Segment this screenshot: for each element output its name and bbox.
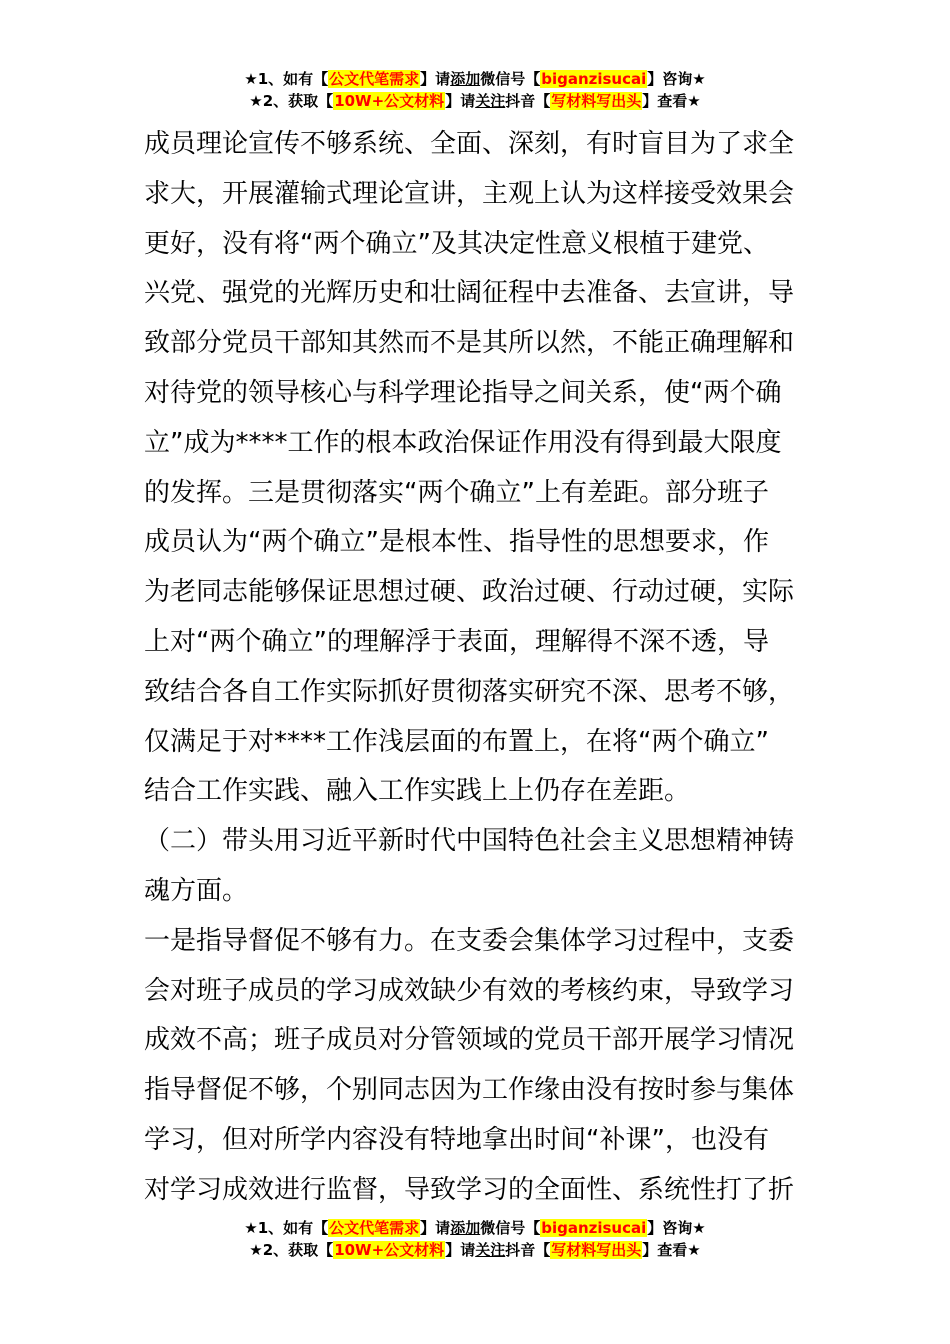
body-line: 仅满足于对****工作浅层面的布置上，在将“两个确立” (144, 726, 769, 757)
body-line: 会对班子成员的学习成效缺少有效的考核约束，导致学习 (144, 975, 795, 1006)
body-line: 成效不高；班子成员对分管领域的党员干部开展学习情况 (144, 1025, 795, 1056)
body-line: 上对“两个确立”的理解浮于表面，理解得不深不透，导 (144, 626, 769, 657)
body-line: 为老同志能够保证思想过硬、政治过硬、行动过硬，实际 (144, 577, 795, 608)
section-heading: 魂方面。 (144, 875, 249, 906)
body-line: 求大，开展灌输式理论宣讲，主观上认为这样接受效果会 (144, 178, 795, 209)
body-line: 对待党的领导核心与科学理论指导之间关系，使“两个确 (144, 377, 782, 408)
banner-text: 】请 (445, 1241, 476, 1259)
banner-text: 2、获取【 (262, 92, 334, 110)
highlight-douyin: 写材料写出头 (551, 1241, 642, 1259)
body-line: 兴党、强党的光辉历史和壮阔征程中去准备、去宣讲，导 (144, 278, 795, 309)
section-heading: （二）带头用习近平新时代中国特色社会主义思想精神铸 (144, 826, 795, 857)
highlight-wechat-id: biganzisucai (541, 1219, 647, 1237)
banner-text: 1、如有【 (257, 1219, 329, 1237)
banner-line-1 (0, 1217, 950, 1239)
underlined-text: 添加 (450, 70, 481, 88)
highlight-service: 公文代笔需求 (329, 1219, 420, 1237)
banner-line-1 (0, 68, 950, 90)
underlined-text: 关注 (475, 92, 506, 110)
underlined-text: 关注 (475, 1241, 506, 1259)
banner-text: 抖音【 (505, 92, 551, 110)
banner-line-2 (0, 90, 950, 112)
highlight-materials: 10W+公文材料 (334, 92, 445, 110)
banner-text: 2、获取【 (262, 1241, 334, 1259)
star-icon: ★ (244, 1219, 258, 1237)
body-line: 致部分党员干部知其然而不是其所以然，不能正确理解和 (144, 328, 795, 359)
banner-text: 微信号【 (480, 70, 541, 88)
top-banner (0, 68, 950, 112)
highlight-douyin: 写材料写出头 (551, 92, 642, 110)
body-line: 致结合各自工作实际抓好贯彻落实研究不深、思考不够， (144, 676, 795, 707)
body-line: 一是指导督促不够有力。在支委会集体学习过程中，支委 (144, 925, 795, 956)
banner-text: 微信号【 (480, 1219, 541, 1237)
document-body (144, 120, 809, 1216)
body-line: 学习，但对所学内容没有特地拿出时间“补课”，也没有 (144, 1124, 769, 1155)
body-line: 立”成为****工作的根本政治保证作用没有得到最大限度 (144, 427, 782, 458)
body-line: 对学习成效进行监督，导致学习的全面性、系统性打了折 (144, 1174, 795, 1205)
body-line: 更好，没有将“两个确立”及其决定性意义根植于建党、 (144, 228, 769, 259)
highlight-materials: 10W+公文材料 (334, 1241, 445, 1259)
banner-text: 抖音【 (505, 1241, 551, 1259)
bottom-banner (0, 1217, 950, 1261)
banner-text: 】查看★ (642, 1241, 701, 1259)
banner-text: 】请 (445, 92, 476, 110)
star-icon: ★ (249, 92, 263, 110)
banner-text: 1、如有【 (257, 70, 329, 88)
star-icon: ★ (249, 1241, 263, 1259)
underlined-text: 添加 (450, 1219, 481, 1237)
banner-line-2 (0, 1239, 950, 1261)
banner-text: 】咨询★ (647, 1219, 706, 1237)
body-line: 的发挥。三是贯彻落实“两个确立”上有差距。部分班子 (144, 477, 769, 508)
highlight-wechat-id: biganzisucai (541, 70, 647, 88)
highlight-service: 公文代笔需求 (329, 70, 420, 88)
banner-text: 】请 (420, 1219, 451, 1237)
star-icon: ★ (244, 70, 258, 88)
banner-text: 】查看★ (642, 92, 701, 110)
body-line: 结合工作实践、融入工作实践上上仍存在差距。 (144, 776, 691, 807)
banner-text: 】请 (420, 70, 451, 88)
banner-text: 】咨询★ (647, 70, 706, 88)
body-line: 成员理论宣传不够系统、全面、深刻，有时盲目为了求全 (144, 129, 795, 159)
body-line: 指导督促不够，个别同志因为工作缘由没有按时参与集体 (144, 1075, 795, 1106)
body-line: 成员认为“两个确立”是根本性、指导性的思想要求，作 (144, 527, 769, 558)
